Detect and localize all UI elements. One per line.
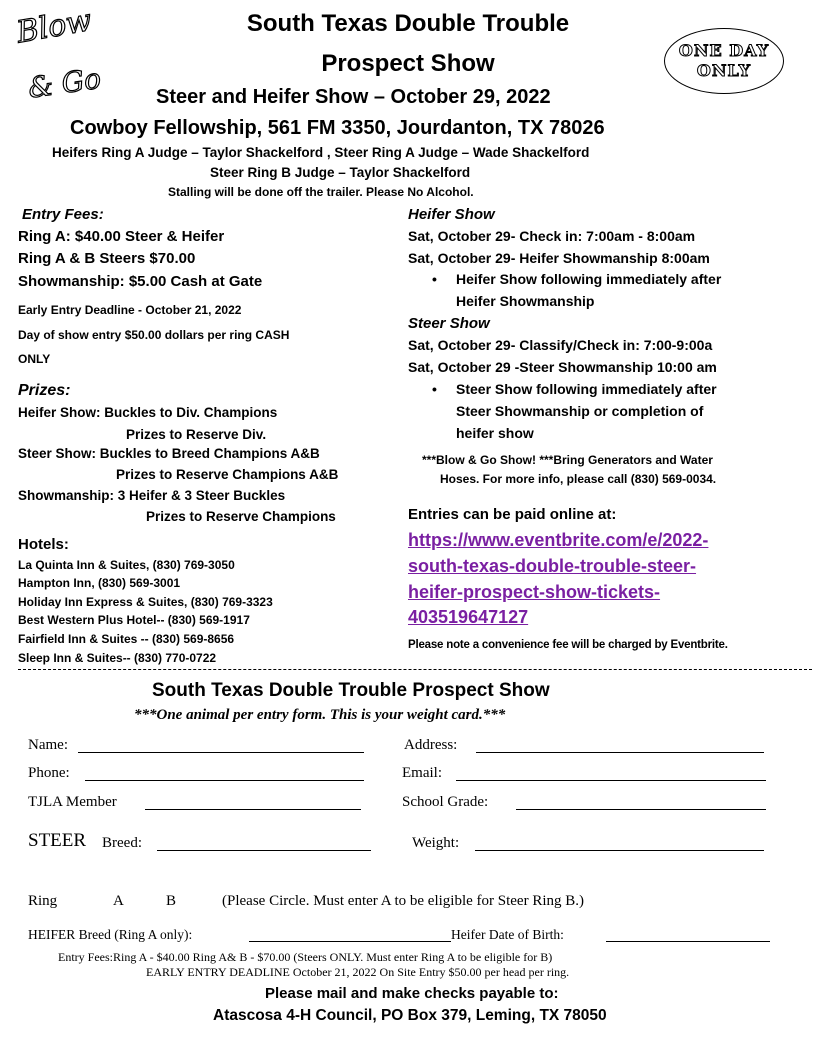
one-day-only-text: ONE DAY ONLY xyxy=(678,41,770,80)
heifer-checkin: Sat, October 29- Check in: 7:00am - 8:00am xyxy=(408,228,696,244)
cut-line xyxy=(18,669,812,670)
heifer-bullet-line1: Heifer Show following immediately after xyxy=(456,271,722,287)
title-line2: Prospect Show xyxy=(321,50,495,77)
weight-field[interactable] xyxy=(475,850,764,851)
fee-showmanship: Showmanship: $5.00 Cash at Gate xyxy=(18,273,263,290)
blow-go-logo-line1: Blow xyxy=(14,2,95,51)
subtitle: Steer and Heifer Show – October 29, 2022 xyxy=(156,86,551,108)
hotel-item: Hampton Inn, (830) 569-3001 xyxy=(18,576,181,590)
day-of-entry-line1: Day of show entry $50.00 dollars per ring CASH xyxy=(18,328,290,342)
fee-ring-a: Ring A: $40.00 Steer & Heifer xyxy=(18,228,225,245)
steer-breed-label: Breed: xyxy=(102,835,142,851)
steer-breed-field[interactable] xyxy=(157,850,371,851)
notice-line1: ***Blow & Go Show! ***Bring Generators and Water xyxy=(422,453,713,467)
heifer-breed-label: HEIFER Breed (Ring A only): xyxy=(28,927,193,942)
hotel-item: Best Western Plus Hotel-- (830) 569-1917 xyxy=(18,613,250,627)
form-instruction: ***One animal per entry form. This is your weight card.*** xyxy=(134,707,506,723)
notice-line2: Hoses. For more info, please call (830) 569-0034. xyxy=(440,472,717,486)
fee-ring-ab: Ring A & B Steers $70.00 xyxy=(18,250,196,267)
hotel-item: Holiday Inn Express & Suites, (830) 769-3323 xyxy=(18,595,273,609)
judges-line2: Steer Ring B Judge – Taylor Shackelford xyxy=(210,165,471,180)
tjla-label: TJLA Member xyxy=(28,794,117,810)
steer-bullet-line2: Steer Showmanship or completion of xyxy=(456,403,704,419)
heifer-showmanship-time: Sat, October 29- Heifer Showmanship 8:00am xyxy=(408,250,710,266)
eventbrite-link-line3[interactable]: heifer-prospect-show-tickets- xyxy=(408,582,661,602)
school-grade-field[interactable] xyxy=(516,809,766,810)
phone-label: Phone: xyxy=(28,765,70,781)
venue: Cowboy Fellowship, 561 FM 3350, Jourdanton, TX 78026 xyxy=(70,117,605,139)
hotel-item: Fairfield Inn & Suites -- (830) 569-8656 xyxy=(18,632,235,646)
form-title: South Texas Double Trouble Prospect Show xyxy=(152,680,550,701)
name-label: Name: xyxy=(28,737,68,753)
address-field[interactable] xyxy=(476,752,764,753)
prize-heifer-line2: Prizes to Reserve Div. xyxy=(126,427,267,442)
heifer-dob-label: Heifer Date of Birth: xyxy=(451,927,564,942)
entry-fees-heading: Entry Fees: xyxy=(22,206,104,223)
ring-label: Ring xyxy=(28,893,58,909)
hotel-item: Sleep Inn & Suites-- (830) 770-0722 xyxy=(18,651,217,665)
phone-field[interactable] xyxy=(85,780,364,781)
steer-bullet-line3: heifer show xyxy=(456,425,534,441)
fees-summary-line2: EARLY ENTRY DEADLINE October 21, 2022 On Site Entry $50.00 per head per ring. xyxy=(146,965,570,979)
email-label: Email: xyxy=(402,765,442,781)
convenience-fee-note: Please note a convenience fee will be charged by Eventbrite. xyxy=(408,639,728,651)
stalling-note: Stalling will be done off the trailer. Please No Alcohol. xyxy=(168,185,474,199)
school-grade-label: School Grade: xyxy=(402,794,489,810)
address-label: Address: xyxy=(404,737,458,753)
blow-go-logo-line2: & Go xyxy=(26,61,103,105)
mail-instruction: Please mail and make checks payable to: xyxy=(265,985,559,1002)
judges-line1: Heifers Ring A Judge – Taylor Shackelford , Steer Ring A Judge – Wade Shackelford xyxy=(52,145,590,160)
circle-note: (Please Circle. Must enter A to be eligible for Steer Ring B.) xyxy=(222,893,585,909)
ring-b-option[interactable]: B xyxy=(166,893,177,909)
fees-summary-line1: Entry Fees:Ring A - $40.00 Ring A& B - $70.00 (Steers ONLY. Must enter Ring A to be eligible for B) xyxy=(58,950,553,964)
eventbrite-link-line4[interactable]: 403519647127 xyxy=(408,607,529,627)
prize-show-line1: Showmanship: 3 Heifer & 3 Steer Buckles xyxy=(18,488,286,503)
bullet-dot: • xyxy=(432,381,437,397)
steer-show-heading: Steer Show xyxy=(408,315,490,332)
day-of-entry-line2: ONLY xyxy=(18,352,51,366)
bullet-dot: • xyxy=(432,271,437,287)
eventbrite-link-line1[interactable]: https://www.eventbrite.com/e/2022- xyxy=(408,530,709,550)
prize-show-line2: Prizes to Reserve Champions xyxy=(146,509,336,524)
name-field[interactable] xyxy=(78,752,364,753)
steer-showmanship-time: Sat, October 29 -Steer Showmanship 10:00 am xyxy=(408,359,717,375)
prize-steer-line1: Steer Show: Buckles to Breed Champions A&B xyxy=(18,446,320,461)
prizes-heading: Prizes: xyxy=(18,382,71,399)
early-deadline: Early Entry Deadline - October 21, 2022 xyxy=(18,303,242,317)
hotels-heading: Hotels: xyxy=(18,536,69,553)
heifer-breed-field[interactable] xyxy=(249,941,451,942)
prize-steer-line2: Prizes to Reserve Champions A&B xyxy=(116,467,339,482)
steer-label: STEER xyxy=(28,830,87,851)
heifer-show-heading: Heifer Show xyxy=(408,206,495,223)
ring-a-option[interactable]: A xyxy=(113,893,124,909)
email-field[interactable] xyxy=(456,780,766,781)
heifer-bullet-line2: Heifer Showmanship xyxy=(456,293,595,309)
hotel-item: La Quinta Inn & Suites, (830) 769-3050 xyxy=(18,558,235,572)
online-heading: Entries can be paid online at: xyxy=(408,506,617,523)
heifer-dob-field[interactable] xyxy=(606,941,770,942)
tjla-field[interactable] xyxy=(145,809,361,810)
eventbrite-link-line2[interactable]: south-texas-double-trouble-steer- xyxy=(408,556,697,576)
title-line1: South Texas Double Trouble xyxy=(246,10,570,37)
mail-address: Atascosa 4-H Council, PO Box 379, Leming, TX 78050 xyxy=(213,1007,607,1024)
steer-bullet-line1: Steer Show following immediately after xyxy=(456,381,717,397)
weight-label: Weight: xyxy=(412,835,460,851)
prize-heifer-line1: Heifer Show: Buckles to Div. Champions xyxy=(18,405,278,420)
steer-checkin: Sat, October 29- Classify/Check in: 7:00-9:00a xyxy=(408,337,713,353)
